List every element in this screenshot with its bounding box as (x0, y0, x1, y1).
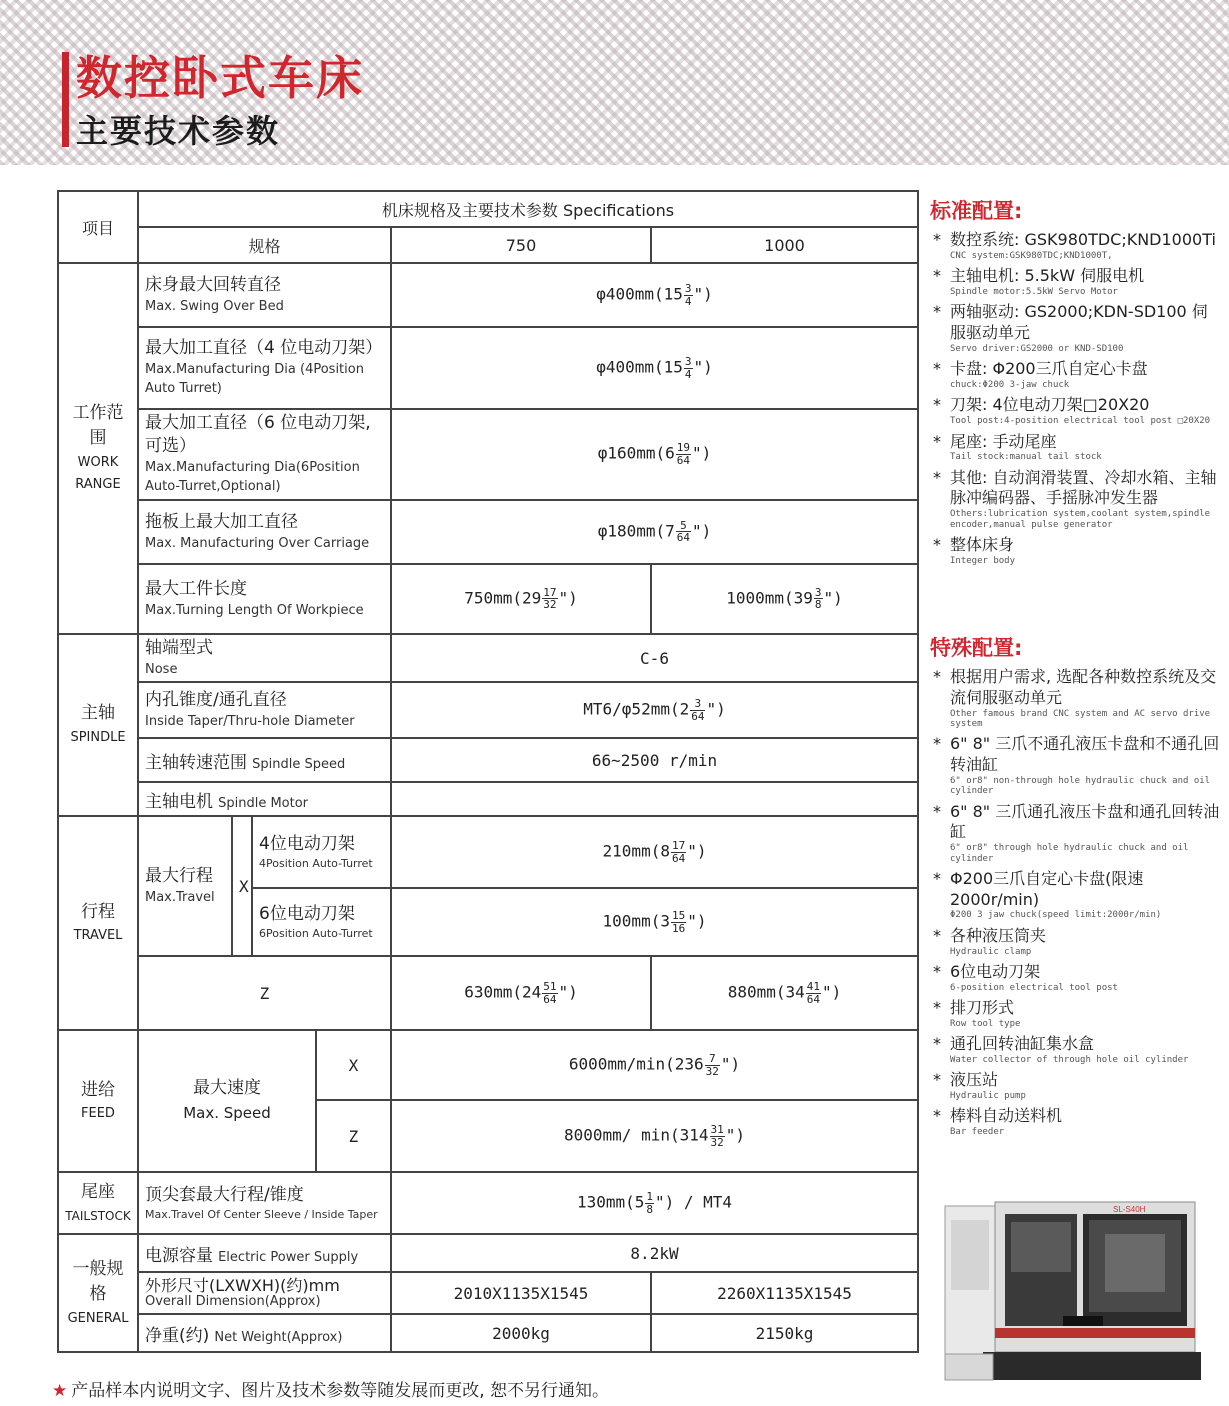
page-subtitle: 主要技术参数 (76, 112, 281, 150)
item-label-cn: 最大行程 (145, 866, 213, 887)
axis-z-travel: Z (138, 956, 391, 1030)
option-cn: Φ200三爪自定心卡盘(限速2000r/min) (950, 868, 1144, 909)
item-max-dia-carriage (138, 500, 391, 564)
frac-num: 19 (676, 441, 691, 455)
standard-item (930, 266, 1220, 297)
option-en: 6" or8" through hole hydraulic chuck and oil cylinder (950, 843, 1189, 864)
section-feed (58, 1030, 138, 1172)
section-work-en: WORK RANGE (75, 454, 121, 492)
item-power-supply (138, 1234, 391, 1272)
section-travel-cn: 行程 (81, 901, 115, 922)
section-feed-en: FEED (81, 1106, 115, 1122)
frac-num: 1 (646, 1190, 653, 1204)
item-travel-4pos (252, 816, 391, 888)
item-label-en: Net Weight(Approx) (214, 1329, 343, 1345)
option-cn: 6" 8" 三爪不通孔液压卡盘和不通孔回转油缸 (950, 734, 1220, 775)
value-main: 1000mm(39 (726, 588, 813, 608)
item-label-cn: 顶尖套最大行程/锥度 (145, 1184, 304, 1205)
special-item (930, 734, 1220, 796)
asterisk-icon: * (933, 230, 941, 249)
asterisk-icon: * (933, 395, 941, 415)
asterisk-icon: * (933, 431, 941, 451)
machine-brand-label: SL-S40H (1113, 1205, 1146, 1214)
value-main: 6000mm/min(236 (568, 1054, 704, 1074)
item-label-en: Max. Speed (183, 1104, 271, 1123)
value-max-dia-4pos (391, 327, 918, 409)
item-label-en: Max.Travel Of Center Sleeve / Inside Taper (145, 1207, 378, 1221)
fraction (671, 840, 686, 864)
frac-den: 4 (684, 367, 692, 381)
frac-den: 64 (671, 851, 686, 865)
frac-num: 3 (684, 281, 692, 295)
model-1000: 1000 (651, 227, 918, 263)
special-config-title: 特殊配置: (930, 636, 1023, 660)
fraction (676, 442, 691, 466)
title-accent-bar (62, 52, 69, 147)
option-cn: 排刀形式 (950, 998, 1015, 1018)
option-cn: 两轴驱动: GS2000;KDN-SD100 伺服驱动单元 (950, 302, 1208, 343)
value-suffix: ") (822, 982, 842, 1002)
value-dim-1000: 2260X1135X1545 (651, 1272, 918, 1314)
value-main: 100mm(3 (602, 911, 670, 931)
item-label-cn: 床身最大回转直径 (145, 274, 281, 295)
option-en: Hydraulic clamp (950, 946, 1032, 957)
value-suffix: ") (692, 443, 712, 463)
asterisk-icon: * (933, 302, 941, 322)
value-tail-travel (391, 1172, 918, 1234)
asterisk-icon: * (933, 1034, 941, 1054)
special-item (930, 667, 1220, 729)
item-tail-travel (138, 1172, 391, 1234)
frac-den: 32 (543, 598, 557, 612)
fraction (705, 1053, 720, 1077)
value-main: 8000mm/ min(314 (564, 1125, 709, 1145)
item-label-cn: 最大加工直径（4 位电动刀架） (145, 338, 383, 359)
item-label-cn: 主轴电机 (145, 791, 213, 812)
fraction (542, 981, 557, 1005)
footnote (52, 1376, 609, 1401)
asterisk-icon: * (933, 998, 941, 1018)
frac-den: 64 (676, 531, 691, 545)
value-spindle-speed: 66~2500 r/min (391, 738, 918, 782)
frac-den: 64 (806, 992, 821, 1006)
value-main: 750mm(29 (464, 588, 542, 608)
value-main: φ160mm(6 (597, 443, 675, 463)
asterisk-icon: * (933, 534, 941, 554)
section-tail-cn: 尾座 (81, 1182, 115, 1203)
value-main: φ400mm(15 (596, 357, 683, 377)
frac-den: 64 (543, 992, 557, 1006)
item-spindle-motor (138, 782, 391, 816)
frac-den: 4 (684, 294, 692, 308)
option-en: Tail stock:manual tail stock (950, 452, 1102, 463)
value-main: 630mm(24 (464, 982, 542, 1002)
frac-den: 32 (710, 1135, 724, 1149)
fraction (710, 1124, 725, 1148)
item-spindle-speed (138, 738, 391, 782)
item-label-cn: 最大工件长度 (145, 578, 247, 599)
option-cn: 尾座: 手动尾座 (950, 431, 1057, 451)
item-label-cn: 轴端型式 (145, 637, 213, 658)
special-item (930, 926, 1220, 957)
item-label-cn: 外形尺寸(LXWXH)(约)mm (145, 1276, 340, 1296)
model-750: 750 (391, 227, 651, 263)
section-spindle (58, 634, 138, 816)
item-label-en: Spindle Speed (252, 756, 346, 772)
item-label-en: Nose (145, 661, 178, 677)
value-suffix: ") (558, 588, 578, 608)
option-cn: 6" 8" 三爪通孔液压卡盘和通孔回转油缸 (950, 801, 1220, 842)
value-weight-750: 2000kg (391, 1314, 651, 1352)
item-label-cn: 内孔锥度/通孔直径 (145, 690, 287, 711)
asterisk-icon: * (933, 801, 941, 821)
standard-item (930, 230, 1220, 261)
value-main: MT6/φ52mm(2 (583, 699, 690, 719)
option-en: Bar feeder (950, 1127, 1005, 1138)
option-en: Integer body (950, 555, 1016, 566)
option-en: Row tool type (950, 1018, 1021, 1029)
star-icon: ★ (52, 1381, 68, 1401)
option-cn: 主轴电机: 5.5kW 伺服电机 (950, 266, 1145, 286)
section-tail-en: TAILSTOCK (65, 1208, 131, 1223)
option-en: Hydraulic pump (950, 1091, 1026, 1102)
option-cn: 通孔回转油缸集水盒 (950, 1034, 1095, 1054)
value-turning-1000 (651, 564, 918, 634)
item-max-travel (138, 816, 232, 956)
option-en: chuck:Φ200 3-jaw chuck (950, 380, 1070, 391)
item-label-cn: 电源容量 (145, 1245, 213, 1266)
item-label-en: Max.Manufacturing Dia(6Position Auto-Turret,Optional) (145, 459, 360, 495)
value-suffix: ") (823, 588, 843, 608)
section-spindle-en: SPINDLE (70, 729, 126, 745)
spec-table (57, 190, 919, 1353)
value-suffix: ") (706, 699, 726, 719)
value-suffix: ") (558, 982, 578, 1002)
fraction (814, 587, 823, 611)
value-weight-1000: 2150kg (651, 1314, 918, 1352)
option-cn: 液压站 (950, 1070, 999, 1090)
value-feed-x (391, 1030, 918, 1100)
item-label-en: Max.Travel (145, 890, 215, 906)
option-cn: 刀架: 4位电动刀架□20X20 (950, 395, 1150, 415)
section-spindle-cn: 主轴 (81, 703, 115, 724)
item-travel-6pos (252, 888, 391, 956)
asterisk-icon: * (933, 1070, 941, 1090)
frac-num: 3 (684, 354, 692, 368)
value-suffix: ") (725, 1125, 746, 1145)
page-title: 数控卧式车床 (76, 51, 364, 105)
value-dim-750: 2010X1135X1545 (391, 1272, 651, 1314)
asterisk-icon: * (933, 868, 941, 888)
axis-x-travel: X (232, 816, 252, 956)
asterisk-icon: * (933, 925, 941, 945)
option-en: Spindle motor:5.5kW Servo Motor (950, 286, 1118, 297)
special-item (930, 962, 1220, 993)
item-swing-over-bed (138, 263, 391, 327)
value-suffix: ") (687, 841, 707, 861)
frac-den: 64 (691, 709, 705, 723)
special-config-panel (930, 632, 1220, 1138)
value-main: 130mm(5 (576, 1192, 645, 1212)
fraction (684, 283, 693, 307)
item-label-en: 6Position Auto-Turret (259, 926, 373, 940)
frac-num: 7 (705, 1053, 720, 1066)
frac-num: 31 (710, 1123, 724, 1137)
asterisk-icon: * (933, 734, 941, 754)
asterisk-icon: * (933, 667, 941, 686)
option-en: Servo driver:GS2000 or KND-SD100 (950, 343, 1124, 354)
item-label-en: Electric Power Supply (218, 1249, 359, 1265)
value-nose: C-6 (391, 634, 918, 682)
item-label-en: 4Position Auto-Turret (259, 856, 373, 870)
value-main: φ400mm(15 (596, 284, 683, 304)
frac-num: 5 (676, 520, 691, 533)
frac-num: 3 (690, 698, 705, 711)
lathe-machine-image (943, 1200, 1215, 1382)
item-nose (138, 634, 391, 682)
axis-z-feed: Z (316, 1100, 391, 1172)
item-label-cn: 净重(约) (145, 1325, 210, 1346)
footnote-text: 产品样本内说明文字、图片及技术参数等随发展而更改, 恕不另行通知。 (71, 1381, 610, 1401)
section-work-cn: 工作范围 (72, 402, 124, 449)
value-feed-z (391, 1100, 918, 1172)
option-en: Other famous brand CNC system and AC servo drive system (950, 708, 1211, 729)
frac-num: 17 (543, 585, 557, 599)
table-title: 机床规格及主要技术参数 Specifications (138, 191, 918, 227)
section-feed-cn: 进给 (81, 1079, 115, 1100)
item-label-cn: 4位电动刀架 (259, 833, 355, 854)
standard-item (930, 359, 1220, 390)
special-item (930, 869, 1220, 921)
standard-item (930, 468, 1220, 530)
section-general-cn: 一般规格 (72, 1258, 124, 1305)
section-travel (58, 816, 138, 1030)
frac-num: 15 (671, 909, 686, 923)
special-item (930, 802, 1220, 864)
section-travel-en: TRAVEL (73, 928, 123, 944)
value-suffix: ") (692, 521, 712, 541)
frac-den: 8 (646, 1202, 653, 1216)
section-work-range (58, 263, 138, 634)
frac-num: 3 (814, 585, 822, 599)
item-max-dia-4pos (138, 327, 391, 409)
value-swing-over-bed (391, 263, 918, 327)
value-suffix: ") (720, 1054, 741, 1074)
option-cn: 棒料自动送料机 (950, 1106, 1063, 1126)
asterisk-icon: * (933, 1106, 941, 1126)
special-item (930, 1034, 1220, 1065)
value-power-supply: 8.2kW (391, 1234, 918, 1272)
value-main: 210mm(8 (602, 841, 670, 861)
standard-item (930, 302, 1220, 354)
item-label-cn: 最大加工直径（6 位电动刀架,可选） (145, 413, 371, 456)
option-en: CNC system:GSK980TDC;KND1000T, (950, 250, 1113, 261)
header-banner (0, 0, 1229, 165)
item-max-speed (138, 1030, 316, 1172)
fraction (684, 356, 693, 380)
fraction (806, 981, 821, 1005)
item-net-weight (138, 1314, 391, 1352)
fraction (671, 910, 686, 934)
item-label-cn: 6位电动刀架 (259, 903, 355, 924)
section-general (58, 1234, 138, 1352)
value-suffix: ") (693, 284, 713, 304)
value-z-travel-1000 (651, 956, 918, 1030)
item-label-en: Inside Taper/Thru-hole Diameter (145, 714, 355, 730)
fraction (690, 698, 705, 722)
col-item-header: 项目 (58, 191, 138, 263)
item-label-en: Max.Manufacturing Dia (4Position Auto Turret) (145, 361, 364, 397)
standard-item (930, 395, 1220, 426)
option-cn: 6位电动刀架 (950, 961, 1041, 981)
asterisk-icon: * (933, 266, 941, 286)
value-max-dia-6pos (391, 409, 918, 500)
axis-x-feed: X (316, 1030, 391, 1100)
option-en: 6-position electrical tool post (950, 982, 1118, 993)
option-cn: 其他: 自动润滑装置、冷却水箱、主轴脉冲编码器、手摇脉冲发生器 (950, 467, 1217, 508)
option-en: Φ200 3 jaw chuck(speed limit:2000r/min) (950, 910, 1162, 921)
special-item (930, 1070, 1220, 1101)
option-cn: 各种液压筒夹 (950, 925, 1047, 945)
value-suffix: ") (693, 357, 713, 377)
item-label-en: Overall Dimension(Approx) (145, 1293, 321, 1309)
special-item (930, 998, 1220, 1029)
option-en: Tool post:4-position electrical tool post □20X20 (950, 416, 1211, 427)
item-overall-dimension (138, 1272, 391, 1314)
value-inside-taper (391, 682, 918, 738)
item-max-dia-6pos (138, 409, 391, 500)
spec-label: 规格 (138, 227, 391, 263)
item-label-en: Max.Turning Length Of Workpiece (145, 602, 364, 618)
standard-item (930, 432, 1220, 463)
option-cn: 整体床身 (950, 534, 1015, 554)
value-suffix: ") (687, 911, 707, 931)
option-en: Water collector of through hole oil cylinder (950, 1055, 1189, 1065)
item-turning-length (138, 564, 391, 634)
asterisk-icon: * (933, 359, 941, 379)
frac-den: 32 (705, 1064, 719, 1078)
value-travel-6pos (391, 888, 918, 956)
frac-den: 16 (671, 921, 686, 935)
value-suffix: ") / MT4 (655, 1192, 733, 1212)
item-label-en: Max. Swing Over Bed (145, 298, 284, 314)
value-main: φ180mm(7 (597, 521, 675, 541)
standard-config-panel (930, 195, 1220, 566)
special-item (930, 1106, 1220, 1137)
frac-num: 17 (671, 839, 686, 853)
value-z-travel-750 (391, 956, 651, 1030)
standard-item (930, 535, 1220, 566)
item-label-en: Spindle Motor (218, 795, 309, 811)
option-cn: 卡盘: Φ200三爪自定心卡盘 (950, 359, 1148, 379)
fraction (542, 587, 557, 611)
section-general-en: GENERAL (67, 1310, 129, 1326)
option-cn: 数控系统: GSK980TDC;KND1000Ti (950, 230, 1216, 249)
value-main: 880mm(34 (727, 982, 805, 1002)
section-tailstock (58, 1172, 138, 1234)
item-label-cn: 拖板上最大加工直径 (145, 511, 298, 532)
item-label-cn: 最大速度 (193, 1077, 261, 1098)
value-max-dia-carriage (391, 500, 918, 564)
value-travel-4pos (391, 816, 918, 888)
item-inside-taper (138, 682, 391, 738)
frac-den: 8 (814, 598, 822, 612)
item-label-en: Max. Manufacturing Over Carriage (145, 535, 370, 551)
item-label-cn: 主轴转速范围 (145, 752, 247, 773)
frac-num: 51 (543, 980, 557, 994)
option-en: Others:lubrication system,coolant system,spindle encoder,manual pulse generator (950, 509, 1211, 530)
frac-num: 41 (806, 980, 821, 994)
frac-den: 64 (676, 453, 691, 467)
value-spindle-motor (391, 782, 918, 816)
value-turning-750 (391, 564, 651, 634)
option-en: 6" or8" non-through hole hydraulic chuck and oil cylinder (950, 775, 1211, 797)
fraction (676, 520, 691, 544)
standard-config-title: 标准配置: (930, 199, 1023, 223)
asterisk-icon: * (933, 467, 941, 487)
fraction (645, 1191, 654, 1215)
option-cn: 根据用户需求, 选配各种数控系统及交流伺服驱动单元 (950, 667, 1217, 707)
asterisk-icon: * (933, 961, 941, 981)
